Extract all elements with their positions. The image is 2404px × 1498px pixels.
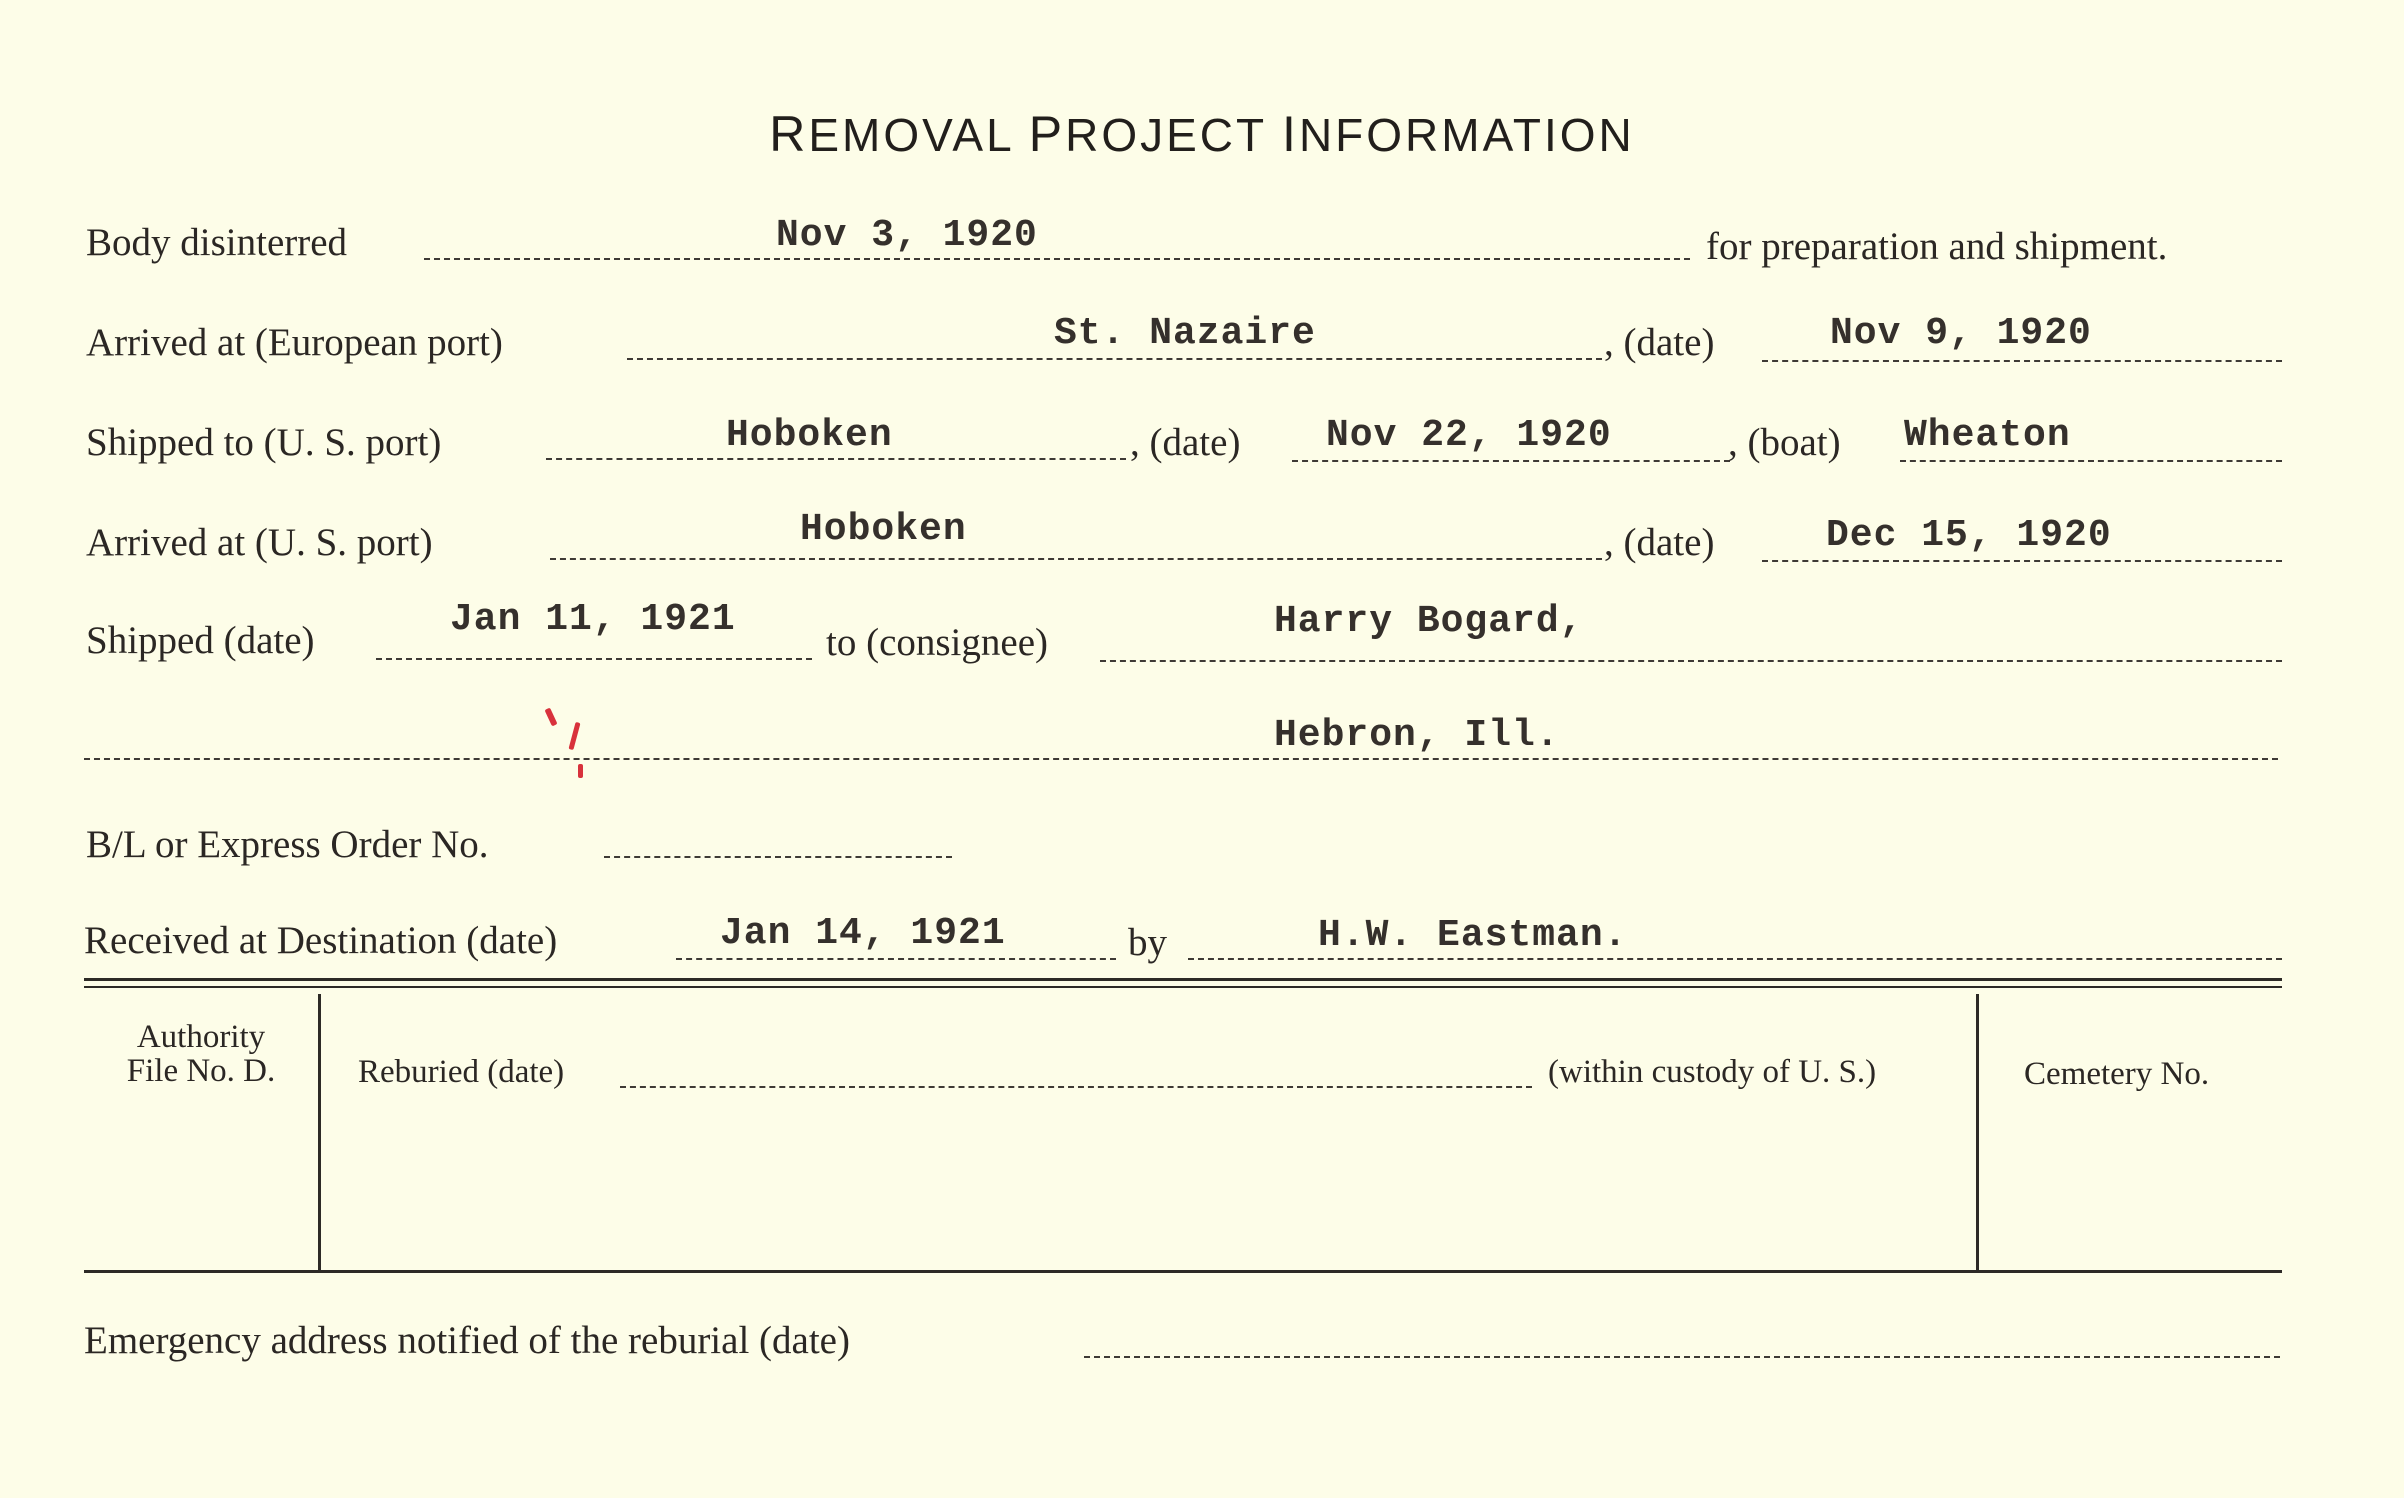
arrived-european-date: Nov 9, 1920 (1830, 312, 2092, 355)
shipped-date-label: Shipped (date) (86, 619, 315, 662)
emergency-line (1084, 1356, 2280, 1358)
body-disinterred-line (424, 258, 1690, 260)
table-divider-right (1976, 994, 1979, 1270)
shipped-us-date-line (1292, 460, 1730, 462)
card-title: REMOVAL PROJECT INFORMATION (769, 106, 1635, 162)
red-pencil-mark (568, 722, 580, 750)
body-disinterred-suffix: for preparation and shipment. (1706, 225, 2168, 268)
consignee-line (1100, 660, 2282, 662)
arrived-us-line (550, 558, 1602, 560)
authority-label-line1: Authority (136, 1019, 266, 1055)
arrived-european-value: St. Nazaire (1054, 312, 1316, 355)
shipped-us-boat-line (1900, 460, 2282, 462)
reburied-line (620, 1086, 1532, 1088)
received-by-line (1188, 958, 2282, 960)
body-disinterred-label: Body disinterred (86, 221, 348, 264)
shipped-us-line (546, 458, 1126, 460)
shipped-us-boat: Wheaton (1904, 414, 2071, 457)
consignee-address-line (84, 758, 2278, 760)
shipped-us-boat-label: , (boat) (1728, 421, 1841, 464)
arrived-us-date: Dec 15, 1920 (1826, 514, 2112, 557)
authority-label-line2: File No. D. (126, 1053, 276, 1089)
authority-file-label (88, 1020, 314, 1088)
shipped-date-line (376, 658, 812, 660)
red-pencil-mark (578, 764, 583, 778)
received-value: Jan 14, 1921 (720, 912, 1006, 955)
cemetery-label: Cemetery No. (2024, 1056, 2210, 1092)
received-by-value: H.W. Eastman. (1318, 914, 1628, 957)
reburied-label: Reburied (date) (358, 1054, 565, 1090)
red-pencil-mark (544, 708, 557, 727)
received-by-label: by (1128, 921, 1167, 964)
bl-order-label: B/L or Express Order No. (86, 823, 489, 866)
arrived-european-date-line (1762, 360, 2282, 362)
consignee-address-value: Hebron, Ill. (1274, 714, 1560, 757)
received-label: Received at Destination (date) (84, 919, 558, 962)
emergency-label: Emergency address notified of the reburial (date) (84, 1319, 850, 1362)
shipped-us-value: Hoboken (726, 414, 893, 457)
arrived-us-date-line (1762, 560, 2282, 562)
table-divider-left (318, 994, 321, 1270)
table-bottom-rule (84, 1270, 2282, 1273)
shipped-us-date-label: , (date) (1130, 421, 1241, 464)
consignee-label: to (consignee) (826, 621, 1049, 664)
arrived-us-label: Arrived at (U. S. port) (86, 521, 433, 564)
received-line (676, 958, 1116, 960)
arrived-european-line (627, 358, 1602, 360)
arrived-european-date-label: , (date) (1604, 321, 1715, 364)
arrived-us-value: Hoboken (800, 508, 967, 551)
table-top-rule (84, 978, 2282, 981)
arrived-us-date-label: , (date) (1604, 521, 1715, 564)
body-disinterred-value: Nov 3, 1920 (776, 214, 1038, 257)
shipped-us-label: Shipped to (U. S. port) (86, 421, 442, 464)
consignee-value: Harry Bogard, (1274, 600, 1584, 643)
shipped-us-date: Nov 22, 1920 (1326, 414, 1612, 457)
shipped-date-value: Jan 11, 1921 (450, 598, 736, 641)
bl-order-line (604, 856, 952, 858)
arrived-european-label: Arrived at (European port) (86, 321, 503, 364)
table-top-rule-inner (84, 986, 2282, 988)
custody-label: (within custody of U. S.) (1548, 1054, 1877, 1090)
